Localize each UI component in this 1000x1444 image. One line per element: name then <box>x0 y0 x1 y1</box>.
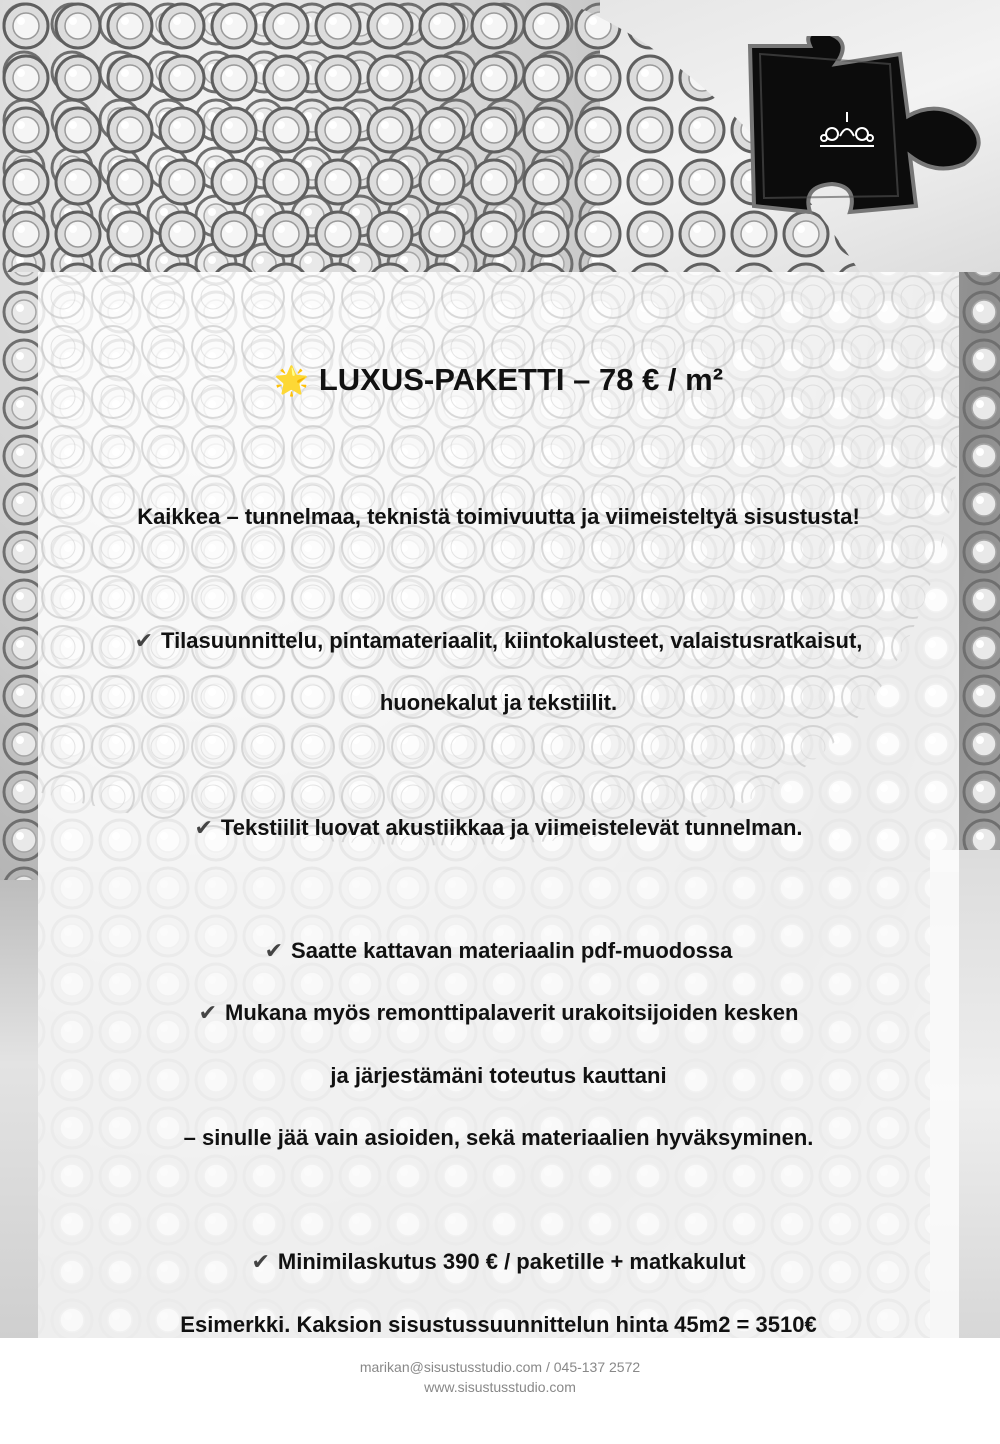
list-item-continued: huonekalut ja tekstiilit. <box>379 690 618 715</box>
content-panel <box>38 272 959 1338</box>
check-icon: ✔ <box>194 815 213 840</box>
footer-website: www.sisustusstudio.com <box>424 1379 576 1395</box>
page-title: 🌟 LUXUS-PAKETTI – 78 € / m² <box>273 362 724 397</box>
check-icon: ✔ <box>264 938 284 963</box>
panel-background-pattern <box>38 272 959 1338</box>
list-item: ✔ Tekstiilit luovat akustiikkaa ja viimeistelevät tunnelman. <box>194 815 803 840</box>
list-item: ✔ Mukana myös remonttipalaverit urakoitsijoiden kesken <box>198 1000 799 1025</box>
footer-contact: marikan@sisustusstudio.com / 045-137 2572 <box>359 1359 641 1375</box>
list-item-continued: – sinulle jää vain asioiden, sekä materiaalien hyväksyminen. <box>183 1125 814 1150</box>
list-item: ✔ Tilasuunnittelu, pintamateriaalit, kiintokalusteet, valaistusratkaisut, <box>134 628 863 653</box>
check-icon: ✔ <box>198 1000 217 1025</box>
list-item: ✔ Minimilaskutus 390 € / paketille + matkakulut <box>251 1249 746 1274</box>
list-item: ✔ Saatte kattavan materiaalin pdf-muodossa <box>264 938 733 963</box>
footer <box>0 1338 1000 1444</box>
puzzle-logo <box>740 36 1000 216</box>
intro-text: Kaikkea – tunnelmaa, teknistä toimivuutta ja viimeisteltyä sisustusta! <box>137 504 860 529</box>
check-icon: ✔ <box>251 1249 270 1274</box>
list-item-continued: ja järjestämäni toteutus kauttani <box>330 1063 667 1088</box>
price-example: Esimerkki. Kaksion sisustussuunnittelun hinta 45m2 = 3510€ <box>180 1312 817 1337</box>
background-left-lower <box>0 880 38 1338</box>
star-icon: 🌟 <box>273 365 309 396</box>
check-icon: ✔ <box>134 628 154 653</box>
